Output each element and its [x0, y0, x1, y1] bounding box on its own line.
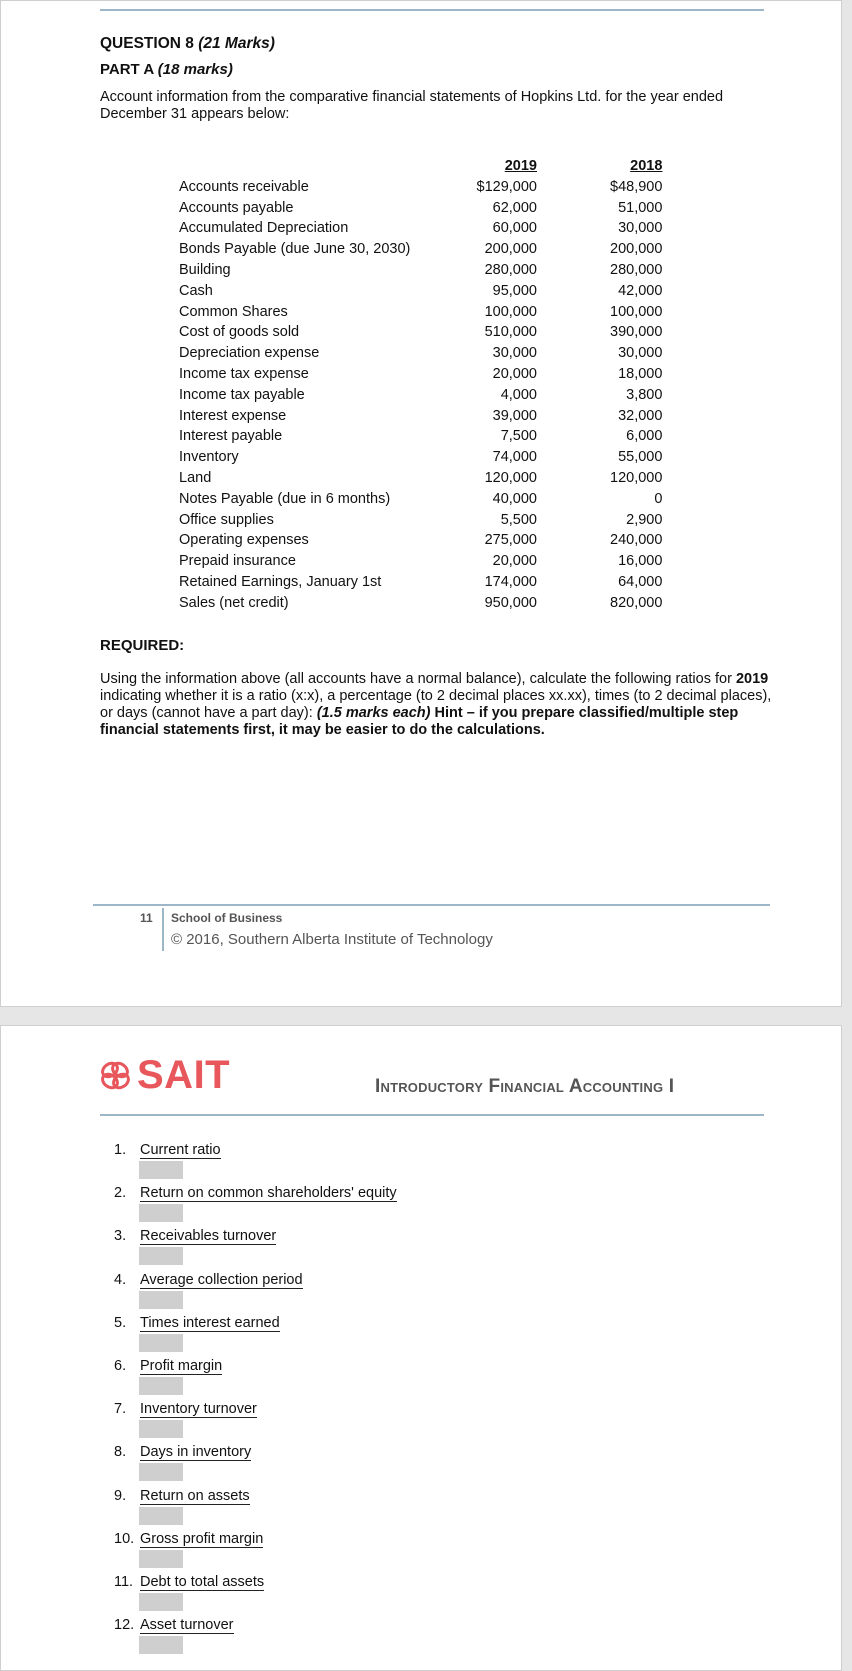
- answer-field[interactable]: [139, 1291, 183, 1309]
- account-name: Accounts receivable: [179, 178, 309, 195]
- ratio-label: Return on assets: [140, 1487, 250, 1504]
- answer-field[interactable]: [139, 1334, 183, 1352]
- ratio-label: Current ratio: [140, 1142, 221, 1158]
- value-2019: 120,000: [484, 469, 537, 486]
- value-2018: 3,800: [626, 386, 663, 403]
- header-2019: 2019: [504, 158, 537, 174]
- sait-logo: [99, 1055, 230, 1095]
- table-row: [179, 322, 662, 343]
- answer-field[interactable]: [139, 1636, 183, 1654]
- value-2018: 32,000: [618, 407, 663, 424]
- account-table-body: [179, 177, 662, 614]
- account-name: Common Shares: [179, 303, 288, 320]
- answer-field[interactable]: [139, 1161, 183, 1179]
- ratio-label: Average collection period: [140, 1271, 303, 1288]
- ratio-number: 12.: [114, 1617, 135, 1634]
- answer-field[interactable]: [139, 1420, 183, 1438]
- table-row: [179, 260, 662, 281]
- value-2018: 16,000: [618, 553, 663, 570]
- value-2018: 100,000: [610, 303, 663, 320]
- value-2018: 18,000: [618, 365, 663, 382]
- value-2019: 74,000: [492, 449, 537, 466]
- account-name: Building: [179, 261, 231, 278]
- ratio-number: 5.: [114, 1314, 127, 1331]
- answer-field[interactable]: [139, 1247, 183, 1265]
- account-name: Accumulated Depreciation: [179, 220, 349, 237]
- table-row: [179, 198, 662, 219]
- ratio-number: 2.: [114, 1185, 127, 1202]
- value-2018: 2,900: [626, 511, 663, 528]
- value-2019: 30,000: [492, 345, 537, 362]
- ratio-number: 9.: [114, 1487, 127, 1504]
- footer-copyright: © 2016, Southern Alberta Institute of Technology: [171, 931, 493, 948]
- table-header-row: [179, 156, 662, 177]
- table-row: [179, 343, 662, 364]
- account-name: Retained Earnings, January 1st: [179, 573, 382, 590]
- value-2019: 200,000: [484, 241, 537, 258]
- value-2018: 120,000: [610, 469, 663, 486]
- answer-field[interactable]: [139, 1507, 183, 1525]
- page-number: 11: [140, 911, 153, 925]
- ratio-label: Profit margin: [140, 1357, 223, 1374]
- value-2019: 280,000: [484, 261, 537, 278]
- ratio-label: Debt to total assets: [140, 1573, 265, 1590]
- value-2019: 20,000: [492, 365, 537, 382]
- required-heading: REQUIRED:: [100, 637, 185, 654]
- ratio-number: 10.: [114, 1530, 135, 1547]
- table-row: [179, 426, 662, 447]
- account-name: Cost of goods sold: [179, 324, 300, 341]
- value-2018: 6,000: [626, 428, 663, 445]
- account-table: [179, 156, 662, 614]
- ratio-label: Receivables turnover: [140, 1228, 277, 1245]
- value-2018: 0: [654, 490, 663, 507]
- ratio-number: 3.: [114, 1228, 127, 1245]
- logo-wordmark: SAIT: [137, 1053, 231, 1097]
- value-2019: 40,000: [492, 490, 537, 507]
- value-2019: 275,000: [484, 532, 537, 549]
- account-name: Cash: [179, 282, 213, 299]
- ratio-number: 4.: [114, 1271, 127, 1288]
- table-row: [179, 510, 662, 531]
- ratio-number: 1.: [114, 1142, 127, 1158]
- ratio-label: Times interest earned: [140, 1314, 280, 1331]
- value-2018: 200,000: [610, 241, 663, 258]
- ratio-number: 7.: [114, 1401, 127, 1418]
- sait-logo-icon: [99, 1058, 133, 1092]
- ratio-number: 6.: [114, 1357, 127, 1374]
- account-name: Sales (net credit): [179, 594, 289, 611]
- footer-school: School of Business: [171, 911, 283, 925]
- account-name: Depreciation expense: [179, 345, 320, 362]
- ratio-label: Days in inventory: [140, 1444, 252, 1461]
- value-2018: 390,000: [610, 324, 663, 341]
- header-rule: [100, 1114, 764, 1116]
- part-title: PART A (18 marks): [100, 61, 233, 78]
- table-row: [179, 489, 662, 510]
- value-2018: 64,000: [618, 573, 663, 590]
- account-name: Inventory: [179, 449, 239, 466]
- value-2019: 5,500: [500, 511, 537, 528]
- required-paragraph: Using the information above (all accounts have a normal balance), calculate the following ratios for 2019 indicating whether it is a ratio (x:x), a percentage (to 2 decimal places xx.xx), times (to 2 decimal places), or days (cannot have a part day): (1.5 marks each) Hint – if you prepare classified/multiple step financial statements first, it may be easier to do the calculations.: [100, 671, 772, 738]
- account-name: Operating expenses: [179, 532, 309, 549]
- footer-separator: [162, 908, 164, 951]
- header-2018: 2018: [630, 158, 663, 174]
- ratio-label: Asset turnover: [140, 1617, 234, 1634]
- table-row: [179, 364, 662, 385]
- value-2019: 62,000: [492, 199, 537, 216]
- ratio-label: Return on common shareholders' equity: [140, 1185, 397, 1202]
- account-name: Income tax payable: [179, 386, 305, 403]
- value-2018: 42,000: [618, 282, 663, 299]
- value-2019: $129,000: [476, 178, 537, 195]
- question-title: QUESTION 8 (21 Marks): [100, 35, 275, 52]
- ratio-number: 11.: [114, 1573, 134, 1590]
- table-row: [179, 218, 662, 239]
- table-row: [179, 447, 662, 468]
- table-row: [179, 468, 662, 489]
- ratio-number: 8.: [114, 1444, 127, 1461]
- account-name: Bonds Payable (due June 30, 2030): [179, 241, 411, 258]
- value-2019: 95,000: [492, 282, 537, 299]
- value-2019: 174,000: [484, 573, 537, 590]
- account-name: Office supplies: [179, 511, 274, 528]
- answer-field[interactable]: [139, 1593, 183, 1611]
- account-name: Income tax expense: [179, 365, 309, 382]
- value-2019: 60,000: [492, 220, 537, 237]
- value-2018: 240,000: [610, 532, 663, 549]
- value-2018: 280,000: [610, 261, 663, 278]
- table-row: [179, 302, 662, 323]
- value-2018: 30,000: [618, 345, 663, 362]
- account-name: Notes Payable (due in 6 months): [179, 490, 391, 507]
- table-row: [179, 239, 662, 260]
- value-2018: 820,000: [610, 594, 663, 611]
- account-name: Interest expense: [179, 407, 287, 424]
- document-page-2: [0, 1025, 842, 1671]
- value-2019: 100,000: [484, 303, 537, 320]
- value-2018: $48,900: [610, 178, 663, 195]
- value-2018: 30,000: [618, 220, 663, 237]
- value-2019: 510,000: [484, 324, 537, 341]
- value-2019: 20,000: [492, 553, 537, 570]
- table-row: [179, 281, 662, 302]
- value-2018: 55,000: [618, 449, 663, 466]
- answer-field[interactable]: [139, 1377, 183, 1395]
- value-2019: 7,500: [500, 428, 537, 445]
- answer-field[interactable]: [139, 1204, 183, 1222]
- table-row: [179, 406, 662, 427]
- course-title: Introductory Financial Accounting I: [375, 1076, 675, 1097]
- answer-field[interactable]: [139, 1463, 183, 1481]
- account-name: Land: [179, 469, 212, 486]
- ratio-label: Inventory turnover: [140, 1401, 257, 1418]
- value-2019: 39,000: [492, 407, 537, 424]
- value-2018: 51,000: [618, 199, 663, 216]
- table-row: [179, 551, 662, 572]
- ratio-label: Gross profit margin: [140, 1530, 264, 1547]
- answer-field[interactable]: [139, 1550, 183, 1568]
- account-name: Prepaid insurance: [179, 553, 296, 570]
- table-row: [179, 530, 662, 551]
- value-2019: 4,000: [500, 386, 537, 403]
- table-row: [179, 572, 662, 593]
- table-row: [179, 385, 662, 406]
- top-rule: [100, 9, 764, 11]
- intro-paragraph: Account information from the comparative financial statements of Hopkins Ltd. for the year ended December 31 appears below:: [100, 89, 724, 122]
- table-row: [179, 177, 662, 198]
- value-2019: 950,000: [484, 594, 537, 611]
- table-row: [179, 593, 662, 614]
- account-name: Interest payable: [179, 428, 283, 445]
- footer-rule: [93, 904, 770, 906]
- account-name: Accounts payable: [179, 199, 294, 216]
